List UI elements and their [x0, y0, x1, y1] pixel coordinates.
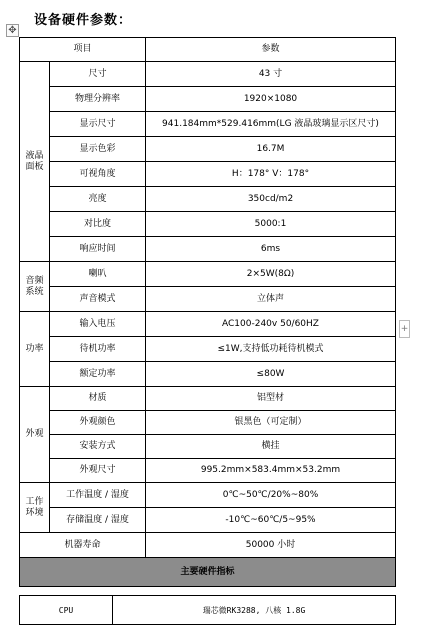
row-label: 输入电压	[50, 312, 146, 337]
group-lcd-label: 液晶 面板	[25, 150, 44, 172]
row-value: 1920×1080	[146, 87, 396, 112]
row-label: 存储温度 / 湿度	[50, 508, 146, 533]
row-value: H：178° V：178°	[146, 162, 396, 187]
row-label: 亮度	[50, 187, 146, 212]
section-title: 主要硬件指标	[20, 558, 396, 587]
row-label: 外观尺寸	[50, 459, 146, 483]
row-label: 显示色彩	[50, 137, 146, 162]
row-value: ≤80W	[146, 362, 396, 387]
row-label: 材质	[50, 387, 146, 411]
group-appearance: 外观	[20, 387, 50, 483]
row-label: 工作温度 / 湿度	[50, 483, 146, 508]
group-audio-label: 音频 系统	[25, 275, 44, 297]
row-value: AC100-240v 50/60HZ	[146, 312, 396, 337]
row-value: 铝型材	[146, 387, 396, 411]
group-power: 功率	[20, 312, 50, 387]
header-param: 参数	[146, 38, 396, 62]
row-value: 5000:1	[146, 212, 396, 237]
row-value: 16.7M	[146, 137, 396, 162]
cpu-table	[19, 595, 396, 625]
row-value: 6ms	[146, 237, 396, 262]
page-title: 设备硬件参数：	[34, 13, 133, 28]
row-value: 995.2mm×583.4mm×53.2mm	[146, 459, 396, 483]
row-label: 物理分辨率	[50, 87, 146, 112]
row-value: 银黑色（可定制）	[146, 411, 396, 435]
row-value: 941.184mm*529.416mm(LG 液晶玻璃显示区尺寸)	[146, 112, 396, 137]
row-value: 横挂	[146, 435, 396, 459]
cpu-value: 瑞芯微RK3288, 八核 1.8G	[113, 596, 396, 625]
row-value: 350cd/m2	[146, 187, 396, 212]
row-label: 对比度	[50, 212, 146, 237]
group-environment	[20, 483, 50, 533]
header-item: 项目	[20, 38, 146, 62]
row-value: 2×5W(8Ω)	[146, 262, 396, 287]
group-environment-label: 工作 环境	[25, 496, 44, 518]
row-label: 待机功率	[50, 337, 146, 362]
cpu-label: CPU	[20, 596, 113, 625]
lifetime-label: 机器寿命	[20, 533, 146, 558]
row-label: 安装方式	[50, 435, 146, 459]
row-label: 响应时间	[50, 237, 146, 262]
group-audio	[20, 262, 50, 312]
row-value: 立体声	[146, 287, 396, 312]
row-value: 43 寸	[146, 62, 396, 87]
row-value: ≤1W,支持低功耗待机模式	[146, 337, 396, 362]
hardware-params-table	[19, 37, 396, 587]
row-label: 外观颜色	[50, 411, 146, 435]
row-label: 额定功率	[50, 362, 146, 387]
plus-icon[interactable]: +	[399, 320, 410, 338]
row-label: 喇叭	[50, 262, 146, 287]
row-label: 显示尺寸	[50, 112, 146, 137]
group-lcd	[20, 62, 50, 262]
row-label: 声音模式	[50, 287, 146, 312]
lifetime-value: 50000 小时	[146, 533, 396, 558]
row-value: 0℃~50℃/20%~80%	[146, 483, 396, 508]
row-label: 可视角度	[50, 162, 146, 187]
row-label: 尺寸	[50, 62, 146, 87]
row-value: -10℃~60℃/5~95%	[146, 508, 396, 533]
move-handle-icon[interactable]: ✥	[6, 24, 19, 37]
